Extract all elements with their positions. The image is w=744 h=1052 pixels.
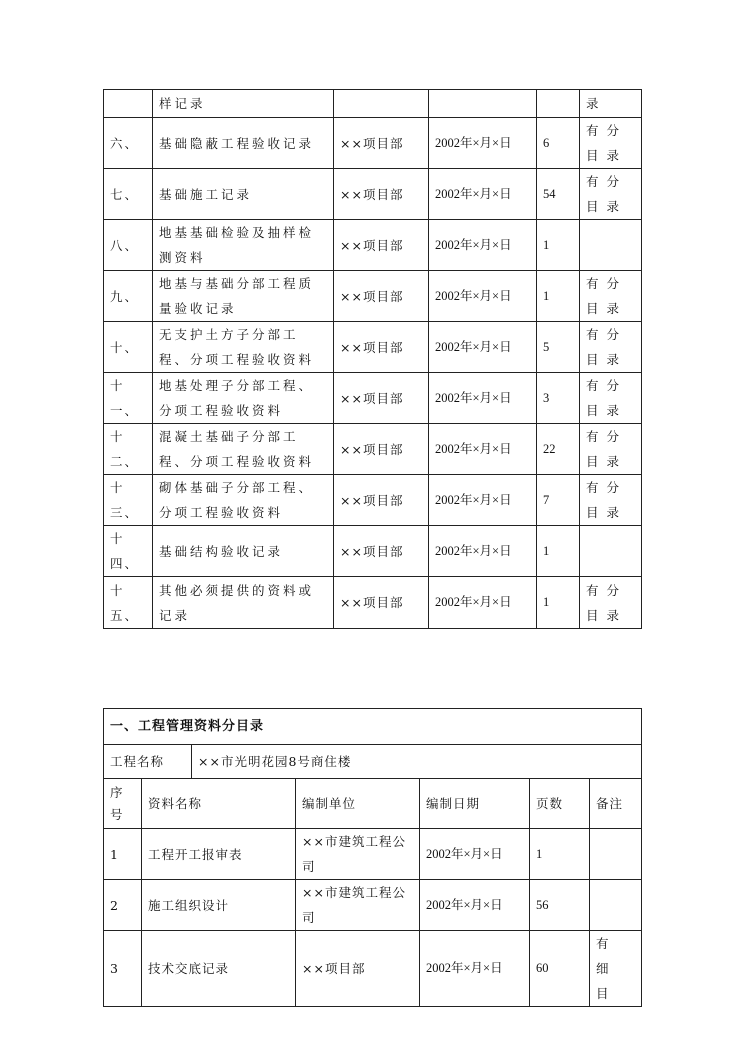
table-title-row bbox=[104, 709, 642, 745]
compiling-unit: ××项目部 bbox=[334, 526, 429, 577]
row-number: 七、 bbox=[104, 169, 153, 220]
compiling-unit: ××项目部 bbox=[334, 118, 429, 169]
doc-name: 基础结构验收记录 bbox=[153, 526, 334, 577]
doc-name: 地基基础检验及抽样检测资料 bbox=[153, 220, 334, 271]
remark: 有细目 bbox=[590, 931, 642, 1007]
header-date: 编制日期 bbox=[420, 779, 530, 829]
compiling-unit: ××项目部 bbox=[334, 577, 429, 629]
row-number: 2 bbox=[104, 880, 142, 931]
doc-name: 基础隐蔽工程验收记录 bbox=[153, 118, 334, 169]
page-count bbox=[537, 90, 580, 118]
compile-date: 2002年×月×日 bbox=[429, 373, 537, 424]
doc-name: 砌体基础子分部工程、分项工程验收资料 bbox=[153, 475, 334, 526]
compiling-unit: ××项目部 bbox=[334, 220, 429, 271]
header-pages: 页数 bbox=[530, 779, 590, 829]
compiling-unit: ××市建筑工程公司 bbox=[296, 829, 420, 880]
remark: 有分目录 bbox=[580, 118, 642, 169]
compiling-unit bbox=[334, 90, 429, 118]
row-number: 1 bbox=[104, 829, 142, 880]
table-row bbox=[104, 526, 642, 577]
directory-table-body bbox=[104, 90, 642, 629]
row-number: 八、 bbox=[104, 220, 153, 271]
header-row bbox=[104, 779, 642, 829]
compile-date: 2002年×月×日 bbox=[429, 526, 537, 577]
table-row bbox=[104, 118, 642, 169]
project-label: 工程名称 bbox=[104, 745, 192, 779]
compile-date: 2002年×月×日 bbox=[429, 475, 537, 526]
compiling-unit: ××市建筑工程公司 bbox=[296, 880, 420, 931]
table-row bbox=[104, 220, 642, 271]
compile-date bbox=[429, 90, 537, 118]
page-count: 22 bbox=[537, 424, 580, 475]
table-row bbox=[104, 577, 642, 629]
table-row bbox=[104, 931, 642, 1007]
table-row bbox=[104, 322, 642, 373]
page-count: 56 bbox=[530, 880, 590, 931]
remark: 录 bbox=[580, 90, 642, 118]
header-unit: 编制单位 bbox=[296, 779, 420, 829]
page-count: 6 bbox=[537, 118, 580, 169]
page-count: 60 bbox=[530, 931, 590, 1007]
row-number: 十三、 bbox=[104, 475, 153, 526]
directory-table-continued bbox=[103, 89, 642, 629]
doc-name: 技术交底记录 bbox=[142, 931, 296, 1007]
compile-date: 2002年×月×日 bbox=[429, 577, 537, 629]
compiling-unit: ××项目部 bbox=[334, 271, 429, 322]
header-remark: 备注 bbox=[590, 779, 642, 829]
row-number: 十、 bbox=[104, 322, 153, 373]
row-number: 十二、 bbox=[104, 424, 153, 475]
doc-name: 混凝土基础子分部工程、分项工程验收资料 bbox=[153, 424, 334, 475]
remark bbox=[590, 880, 642, 931]
compile-date: 2002年×月×日 bbox=[429, 424, 537, 475]
project-row bbox=[104, 745, 642, 779]
doc-name: 其他必须提供的资料或记录 bbox=[153, 577, 334, 629]
compiling-unit: ××项目部 bbox=[334, 424, 429, 475]
row-number: 六、 bbox=[104, 118, 153, 169]
table-row bbox=[104, 373, 642, 424]
row-number: 十四、 bbox=[104, 526, 153, 577]
doc-name: 工程开工报审表 bbox=[142, 829, 296, 880]
compile-date: 2002年×月×日 bbox=[420, 931, 530, 1007]
compile-date: 2002年×月×日 bbox=[420, 829, 530, 880]
management-docs-body bbox=[104, 829, 642, 1007]
row-number: 九、 bbox=[104, 271, 153, 322]
row-number: 3 bbox=[104, 931, 142, 1007]
table-row bbox=[104, 880, 642, 931]
remark: 有分目录 bbox=[580, 169, 642, 220]
row-number bbox=[104, 90, 153, 118]
remark bbox=[580, 526, 642, 577]
page-count: 5 bbox=[537, 322, 580, 373]
page-count: 1 bbox=[530, 829, 590, 880]
compiling-unit: ××项目部 bbox=[296, 931, 420, 1007]
remark: 有分目录 bbox=[580, 475, 642, 526]
compile-date: 2002年×月×日 bbox=[429, 169, 537, 220]
doc-name: 地基处理子分部工程、分项工程验收资料 bbox=[153, 373, 334, 424]
page-count: 1 bbox=[537, 220, 580, 271]
header-name: 资料名称 bbox=[142, 779, 296, 829]
compile-date: 2002年×月×日 bbox=[429, 271, 537, 322]
doc-name: 地基与基础分部工程质量验收记录 bbox=[153, 271, 334, 322]
remark bbox=[590, 829, 642, 880]
management-docs-table bbox=[103, 708, 642, 1007]
remark: 有分目录 bbox=[580, 373, 642, 424]
compiling-unit: ××项目部 bbox=[334, 475, 429, 526]
remark bbox=[580, 220, 642, 271]
page-count: 7 bbox=[537, 475, 580, 526]
table-row bbox=[104, 90, 642, 118]
header-no: 序号 bbox=[104, 779, 142, 829]
page-count: 1 bbox=[537, 577, 580, 629]
row-number: 十五、 bbox=[104, 577, 153, 629]
doc-name: 基础施工记录 bbox=[153, 169, 334, 220]
doc-name: 施工组织设计 bbox=[142, 880, 296, 931]
compiling-unit: ××项目部 bbox=[334, 322, 429, 373]
compiling-unit: ××项目部 bbox=[334, 373, 429, 424]
compile-date: 2002年×月×日 bbox=[429, 220, 537, 271]
project-value: ××市光明花园8号商住楼 bbox=[192, 745, 642, 779]
page-count: 1 bbox=[537, 526, 580, 577]
remark: 有分目录 bbox=[580, 322, 642, 373]
remark: 有分目录 bbox=[580, 271, 642, 322]
remark: 有分目录 bbox=[580, 424, 642, 475]
compile-date: 2002年×月×日 bbox=[429, 322, 537, 373]
table-row bbox=[104, 271, 642, 322]
compile-date: 2002年×月×日 bbox=[429, 118, 537, 169]
remark: 有分目录 bbox=[580, 577, 642, 629]
table-row bbox=[104, 829, 642, 880]
table-row bbox=[104, 475, 642, 526]
compiling-unit: ××项目部 bbox=[334, 169, 429, 220]
table-row bbox=[104, 424, 642, 475]
page-count: 1 bbox=[537, 271, 580, 322]
compile-date: 2002年×月×日 bbox=[420, 880, 530, 931]
table-row bbox=[104, 169, 642, 220]
doc-name: 样记录 bbox=[153, 90, 334, 118]
page-count: 54 bbox=[537, 169, 580, 220]
doc-name: 无支护土方子分部工程、分项工程验收资料 bbox=[153, 322, 334, 373]
row-number: 十一、 bbox=[104, 373, 153, 424]
page-count: 3 bbox=[537, 373, 580, 424]
table-title: 一、工程管理资料分目录 bbox=[104, 709, 642, 745]
